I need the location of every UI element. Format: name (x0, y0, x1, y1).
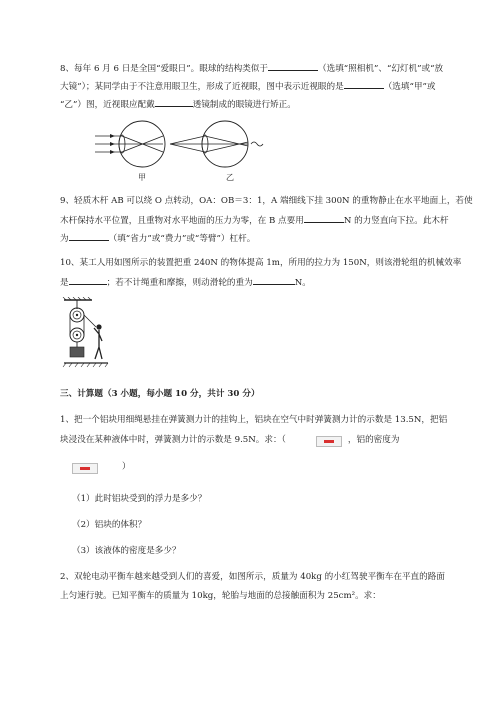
q10-text: N。 (294, 278, 311, 288)
q8-text: （选填“照相机”、“幻灯机”或“放 (318, 64, 444, 74)
calc1-line-3: ） (122, 462, 131, 472)
q8-line-2 (60, 80, 435, 93)
q9-text: 为 (60, 234, 69, 244)
caption-jia: 甲 (138, 173, 146, 182)
q8-text: 大镜”）；某同学由于不注意用眼卫生，形成了近视眼，图中表示近视眼的是 (60, 82, 344, 92)
eye-diagram-yi (170, 121, 263, 167)
calc1-line-1: 1、把一个铝块用细绳悬挂在弹簧测力计的挂钩上，铝块在空气中时弹簧测力计的示数是 13.5N，把铝 (60, 415, 448, 425)
eye-diagram-jia (95, 121, 165, 167)
pulley-system-figure (62, 297, 110, 369)
q9-line-2 (60, 214, 449, 227)
calc1-line-2 (60, 435, 399, 446)
q8-text: “乙”）图，近视眼应配戴 (60, 100, 155, 110)
calc1-text: ，铝的密度为 (347, 435, 400, 445)
q9-line-1: 9、轻质木杆 AB 可以绕 O 点转动，OA：OB＝3：1，A 端细线下挂 300N 的重物静止在水平地面上，若使 (60, 196, 473, 206)
q8-line-3 (60, 98, 296, 111)
calc1-subquestion-3: （3）该液体的密度是多少？ (72, 546, 181, 556)
caption-yi: 乙 (226, 173, 234, 182)
q10-text: ；若不计绳重和摩擦，则动滑轮的重为 (106, 278, 253, 288)
calc2-line-1: 2、双轮电动平衡车越来越受到人们的喜爱，如图所示，质量为 40kg 的小红驾驶平衡车在平直的路面 (60, 572, 445, 582)
section-heading: 三、计算题（3 小题，每小题 10 分，共计 30 分） (60, 389, 260, 399)
answer-blank (69, 276, 107, 285)
formula-image-placeholder (316, 436, 342, 447)
answer-blank (69, 232, 109, 241)
q9-line-3 (60, 232, 255, 245)
calc1-subquestion-2: （2）铝块的体积？ (72, 520, 147, 530)
calc1-subquestion-1: （1）此时铝块受到的浮力是多少？ (72, 494, 207, 504)
answer-blank (268, 62, 318, 71)
formula-image-placeholder (72, 463, 98, 474)
calc2-line-2: 上匀速行驶。已知平衡车的质量为 10kg，轮胎与地面的总接触面积为 25cm²。求： (60, 591, 381, 601)
answer-blank (155, 98, 193, 107)
answer-blank (253, 276, 295, 285)
calc1-text: 块浸没在某种液体中时，弹簧测力计的示数是 9.5N。求：（ (60, 435, 286, 445)
q9-text: （填“省力”或“费力”或“等臂”）杠杆。 (108, 234, 256, 244)
q9-text: N 的力竖直向下拉。此木杆 (343, 216, 449, 226)
eye-diagrams-figure (95, 118, 270, 170)
q8-text: 透镜制成的眼镜进行矫正。 (192, 100, 296, 110)
q9-text: 木杆保持水平位置，且重物对水平地面的压力为零，在 B 点要用 (60, 216, 304, 226)
q8-text: 8、每年 6 月 6 日是全国“爱眼日”。眼球的结构类似于 (60, 64, 268, 74)
answer-blank (304, 214, 344, 223)
q8-text: （选填“甲”或 (383, 82, 436, 92)
answer-blank (344, 80, 384, 89)
q10-text: 是 (60, 278, 69, 288)
q10-line-2 (60, 276, 311, 289)
q10-line-1: 10、某工人用如图所示的装置把重 240N 的物体提高 1m，所用的拉力为 150N，则该滑轮组的机械效率 (60, 258, 462, 268)
q8-line-1 (60, 62, 443, 75)
